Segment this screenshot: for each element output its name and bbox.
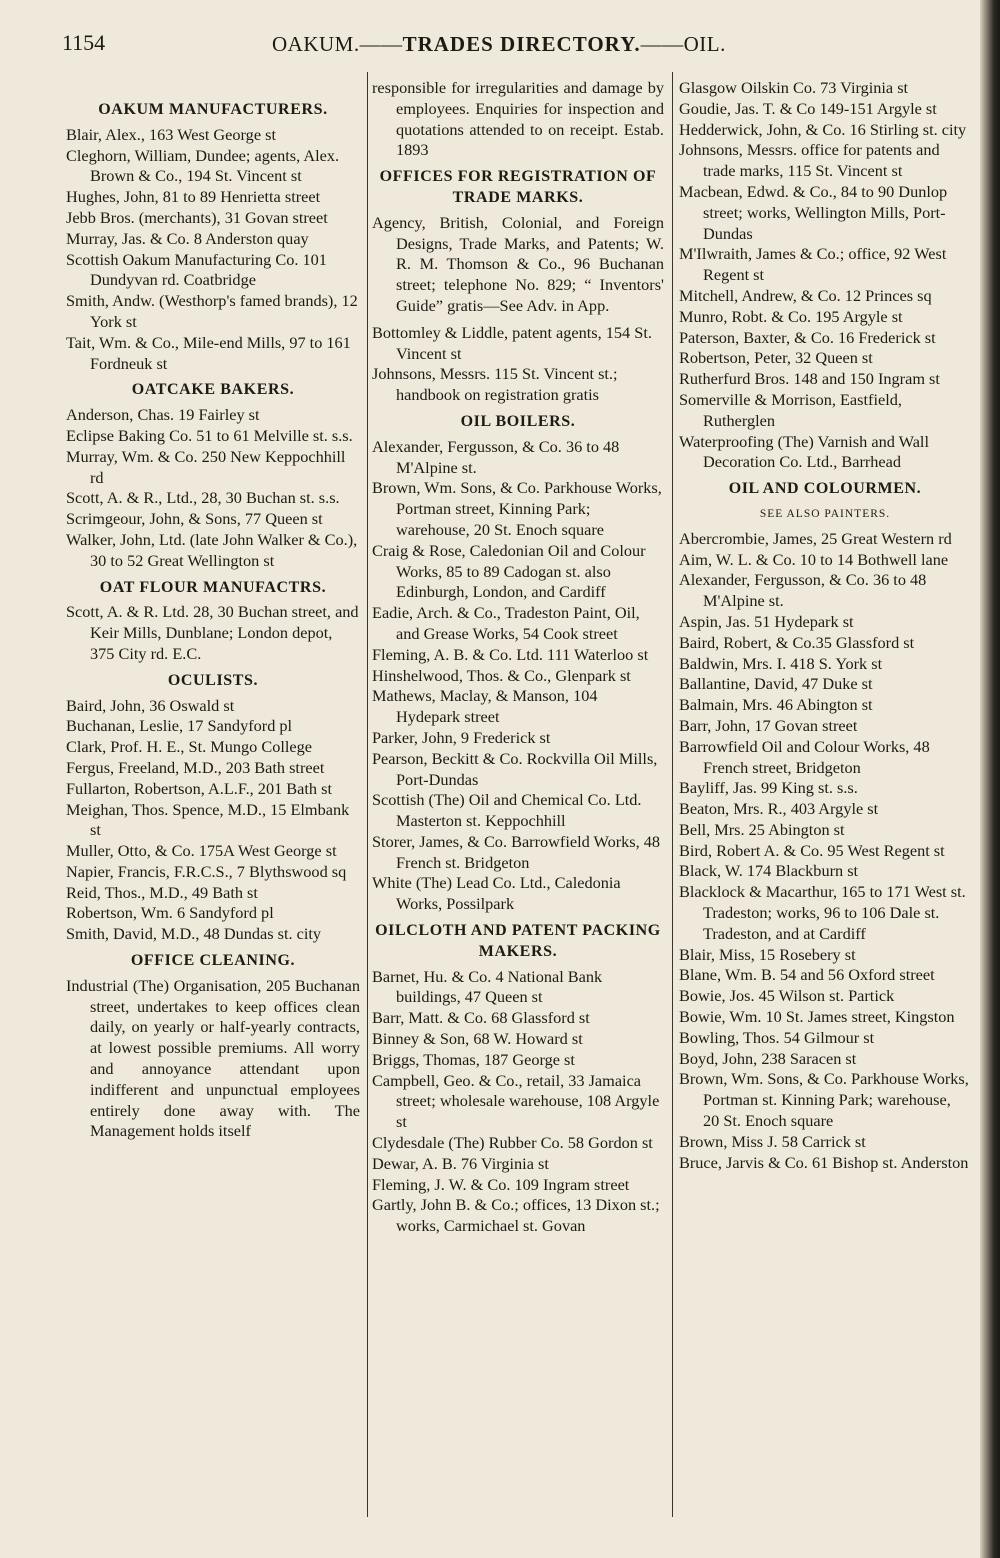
column-2 [372, 78, 664, 1237]
page-number: 1154 [62, 30, 106, 55]
directory-entry: Munro, Robt. & Co. 195 Argyle st [679, 306, 903, 326]
directory-entry: Bird, Robert A. & Co. 95 West Regent st [679, 840, 945, 860]
directory-entry: Fullarton, Robertson, A.L.F., 201 Bath st [66, 778, 332, 798]
directory-entry: Abercrombie, James, 25 Great Western rd [679, 528, 952, 548]
directory-entry: Muller, Otto, & Co. 175A West George st [66, 841, 337, 861]
directory-entry: Clark, Prof. H. E., St. Mungo College [66, 737, 313, 757]
directory-entry: Somerville & Morrison, Eastfield, Rutherglen [679, 389, 902, 430]
directory-entry: Pearson, Beckitt & Co. Rockvilla Oil Mills, Port-Dundas [372, 748, 658, 789]
column-divider [672, 72, 673, 1517]
directory-entry: Hinshelwood, Thos. & Co., Glenpark st [372, 665, 631, 685]
section-heading: OFFICE CLEANING. [130, 952, 296, 970]
directory-entry: Brown, Wm. Sons, & Co. Parkhouse Works, Portman street, Kinning Park; warehouse, 20 St. Enoch square [372, 478, 662, 539]
directory-entry: Meighan, Thos. Spence, M.D., 15 Elmbank st [66, 799, 350, 840]
directory-entry: Agency, British, Colonial, and Foreign Designs, Trade Marks, and Patents; W. R. M. Thomson & Co., 96 Buchanan street; telephone No. 829; “ Inventors' Guide” gratis—See Adv. in App. [372, 212, 664, 315]
directory-entry: Bowling, Thos. 54 Gilmour st [679, 1027, 875, 1047]
section-heading: OAKUM MANUFACTURERS. [98, 101, 328, 118]
directory-entry: Johnsons, Messrs. 115 St. Vincent st.; handbook on registration gratis [372, 364, 618, 405]
directory-entry: Blane, Wm. B. 54 and 56 Oxford street [679, 965, 935, 985]
directory-entry: Campbell, Geo. & Co., retail, 33 Jamaica street; wholesale warehouse, 108 Argyle st [372, 1070, 660, 1132]
directory-entry: Alexander, Fergusson, & Co. 36 to 48 M'Alpine st. [679, 570, 927, 611]
directory-entry: Bell, Mrs. 25 Abington st [679, 819, 845, 839]
directory-entry: Cleghorn, William, Dundee; agents, Alex. Brown & Co., 194 St. Vincent st [66, 145, 340, 186]
directory-entry: Mitchell, Andrew, & Co. 12 Princes sq [679, 285, 932, 305]
book-binding-shadow [980, 0, 1000, 1558]
directory-entry: Smith, Andw. (Westhorp's famed brands), 12 York st [66, 291, 358, 331]
directory-entry: Goudie, Jas. T. & Co 149-151 Argyle st [679, 98, 937, 118]
directory-entry: Buchanan, Leslie, 17 Sandyford pl [66, 716, 293, 736]
directory-entry: Industrial (The) Organisation, 205 Buchanan street, undertakes to keep offices clean daily, on yearly or half-yearly contracts, at lowest possible premiums. All worry and annoyance attendant upon indifferent and unpunctual employees entirely done away with. The Management holds itself [66, 975, 360, 1141]
directory-entry: Scottish (The) Oil and Chemical Co. Ltd. Masterton st. Keppochhill [372, 790, 642, 831]
directory-entry: Aim, W. L. & Co. 10 to 14 Bothwell lane [679, 549, 949, 569]
directory-entry: Murray, Wm. & Co. 250 New Keppochhill rd [66, 446, 346, 487]
directory-entry: Blair, Miss, 15 Rosebery st [679, 944, 856, 964]
directory-entry: Anderson, Chas. 19 Fairley st [66, 405, 260, 425]
directory-entry: Craig & Rose, Caledonian Oil and Colour Works, 85 to 89 Cadogan st. also Edinburgh, London, and Cardiff [372, 540, 646, 602]
directory-entry: Barr, Matt. & Co. 68 Glassford st [372, 1008, 590, 1028]
directory-entry: Scottish Oakum Manufacturing Co. 101 Dundyvan rd. Coatbridge [66, 249, 327, 290]
directory-entry: Fergus, Freeland, M.D., 203 Bath street [66, 757, 325, 777]
directory-entry: Robertson, Wm. 6 Sandyford pl [66, 903, 274, 923]
directory-entry: M'Ilwraith, James & Co.; office, 92 West Regent st [679, 244, 947, 285]
directory-entry: Scott, A. & R. Ltd. 28, 30 Buchan street, and Keir Mills, Dunblane; London depot, 375 City rd. E.C. [66, 602, 359, 663]
directory-entry: Waterproofing (The) Varnish and Wall Decoration Co. Ltd., Barrhead [679, 431, 929, 472]
directory-entry: Fleming, J. W. & Co. 109 Ingram street [372, 1174, 630, 1194]
directory-entry: Paterson, Baxter, & Co. 16 Frederick st [679, 327, 936, 347]
directory-entry: Alexander, Fergusson, & Co. 36 to 48 M'Alpine st. [372, 436, 620, 477]
directory-entry: Gartly, John B. & Co.; offices, 13 Dixon st.; works, Carmichael st. Govan [372, 1195, 660, 1236]
directory-entry: Jebb Bros. (merchants), 31 Govan street [66, 207, 328, 227]
directory-entry: Glasgow Oilskin Co. 73 Virginia st [679, 78, 909, 97]
directory-entry: Dewar, A. B. 76 Virginia st [372, 1153, 549, 1173]
directory-entry: Hughes, John, 81 to 89 Henrietta street [66, 187, 321, 207]
column-divider [367, 72, 368, 1517]
running-head-left: OAKUM. [272, 32, 360, 56]
directory-entry: Fleming, A. B. & Co. Ltd. 111 Waterloo st [372, 644, 649, 664]
directory-entry: Blacklock & Macarthur, 165 to 171 West st. Tradeston; works, 96 to 106 Dale st. Tradeston, and at Cardiff [679, 882, 966, 943]
running-head-right: OIL. [683, 32, 726, 56]
directory-entry: Brown, Wm. Sons, & Co. Parkhouse Works, Portman st. Kinning Park; warehouse, 20 St. Enoch square [679, 1069, 969, 1131]
directory-entry: Hedderwick, John, & Co. 16 Stirling st. city [679, 119, 967, 139]
section-heading: OCULISTS. [167, 671, 259, 689]
directory-entry: Eclipse Baking Co. 51 to 61 Melville st. s.s. [66, 425, 353, 445]
directory-entry: Storer, James, & Co. Barrowfield Works, 48 French st. Bridgeton [372, 831, 661, 872]
directory-entry: Barr, John, 17 Govan street [679, 715, 858, 735]
directory-entry: Black, W. 174 Blackburn st [679, 861, 859, 881]
directory-entry: Baird, Robert, & Co.35 Glassford st [679, 632, 915, 652]
directory-entry: Johnsons, Messrs. office for patents and trade marks, 115 St. Vincent st [679, 140, 940, 181]
directory-entry: Bowie, Wm. 10 St. James street, Kingston [679, 1007, 955, 1027]
directory-entry: Beaton, Mrs. R., 403 Argyle st [679, 799, 879, 819]
column-3 [679, 78, 971, 1173]
directory-entry: Bruce, Jarvis & Co. 61 Bishop st. Anderston [679, 1152, 969, 1172]
section-heading: OFFICES FOR REGISTRATION OF TRADE MARKS. [379, 168, 657, 206]
directory-entry: White (The) Lead Co. Ltd., Caledonia Works, Possilpark [372, 873, 621, 914]
directory-entry: Robertson, Peter, 32 Queen st [679, 348, 873, 368]
section-heading: OILCLOTH AND PATENT PACKING MAKERS. [375, 922, 661, 960]
directory-entry: Bayliff, Jas. 99 King st. s.s. [679, 778, 858, 798]
directory-entry: Aspin, Jas. 51 Hydepark st [679, 611, 854, 631]
directory-entry: Blair, Alex., 163 West George st [66, 124, 276, 144]
directory-entry: Clydesdale (The) Rubber Co. 58 Gordon st [372, 1133, 653, 1153]
directory-entry: Boyd, John, 238 Saracen st [679, 1048, 857, 1068]
running-head-center: TRADES DIRECTORY. [402, 32, 641, 56]
directory-entry: responsible for irregularities and damage by employees. Enquiries for inspection and quotations attended to on receipt. Estab. 1893 [372, 78, 664, 160]
directory-entry: Barrowfield Oil and Colour Works, 48 French street, Bridgeton [679, 736, 930, 777]
directory-entry: Smith, David, M.D., 48 Dundas st. city [66, 924, 322, 944]
directory-entry: Reid, Thos., M.D., 49 Bath st [66, 882, 258, 902]
directory-entry: Brown, Miss J. 58 Carrick st [679, 1131, 866, 1151]
directory-entry: Bottomley & Liddle, patent agents, 154 St. Vincent st [372, 322, 652, 363]
directory-entry: Baird, John, 36 Oswald st [66, 695, 235, 715]
directory-entry: Murray, Jas. & Co. 8 Anderston quay [66, 228, 309, 248]
directory-entry: Rutherfurd Bros. 148 and 150 Ingram st [679, 369, 940, 389]
directory-entry: Parker, John, 9 Frederick st [372, 727, 551, 747]
section-heading: OIL BOILERS. [460, 412, 576, 430]
directory-entry: Briggs, Thomas, 187 George st [372, 1049, 575, 1069]
directory-entry: Eadie, Arch. & Co., Tradeston Paint, Oil, and Grease Works, 54 Cook street [372, 603, 640, 643]
directory-entry: Macbean, Edwd. & Co., 84 to 90 Dunlop street; works, Wellington Mills, Port-Dundas [679, 181, 948, 243]
directory-entry: Ballantine, David, 47 Duke st [679, 674, 873, 694]
directory-entry: Scott, A. & R., Ltd., 28, 30 Buchan st. s.s. [66, 488, 340, 508]
directory-entry: Binney & Son, 68 W. Howard st [372, 1029, 583, 1049]
directory-entry: Balmain, Mrs. 46 Abington st [679, 695, 873, 715]
directory-entry: Napier, Francis, F.R.C.S., 7 Blythswood sq [66, 861, 347, 881]
directory-entry: Mathews, Maclay, & Manson, 104 Hydepark street [372, 686, 598, 727]
page-header [62, 30, 962, 66]
directory-entry: Scrimgeour, John, & Sons, 77 Queen st [66, 509, 323, 529]
section-heading: OATCAKE BAKERS. [131, 381, 295, 399]
section-heading: OIL AND COLOURMEN. [728, 480, 922, 498]
section-subheading: SEE ALSO PAINTERS. [759, 507, 891, 520]
directory-entry: Walker, John, Ltd. (late John Walker & Co.), 30 to 52 Great Wellington st [66, 529, 358, 570]
directory-entry: Barnet, Hu. & Co. 4 National Bank buildings, 47 Queen st [372, 966, 603, 1007]
directory-entry: Tait, Wm. & Co., Mile-end Mills, 97 to 161 Fordneuk st [66, 332, 351, 373]
directory-entry: Bowie, Jos. 45 Wilson st. Partick [679, 986, 895, 1006]
running-head: OAKUM.——TRADES DIRECTORY.——OIL. [272, 32, 726, 56]
directory-entry: Baldwin, Mrs. I. 418 S. York st [679, 653, 883, 673]
section-heading: OAT FLOUR MANUFACTRS. [99, 578, 327, 596]
column-1 [66, 94, 360, 1148]
